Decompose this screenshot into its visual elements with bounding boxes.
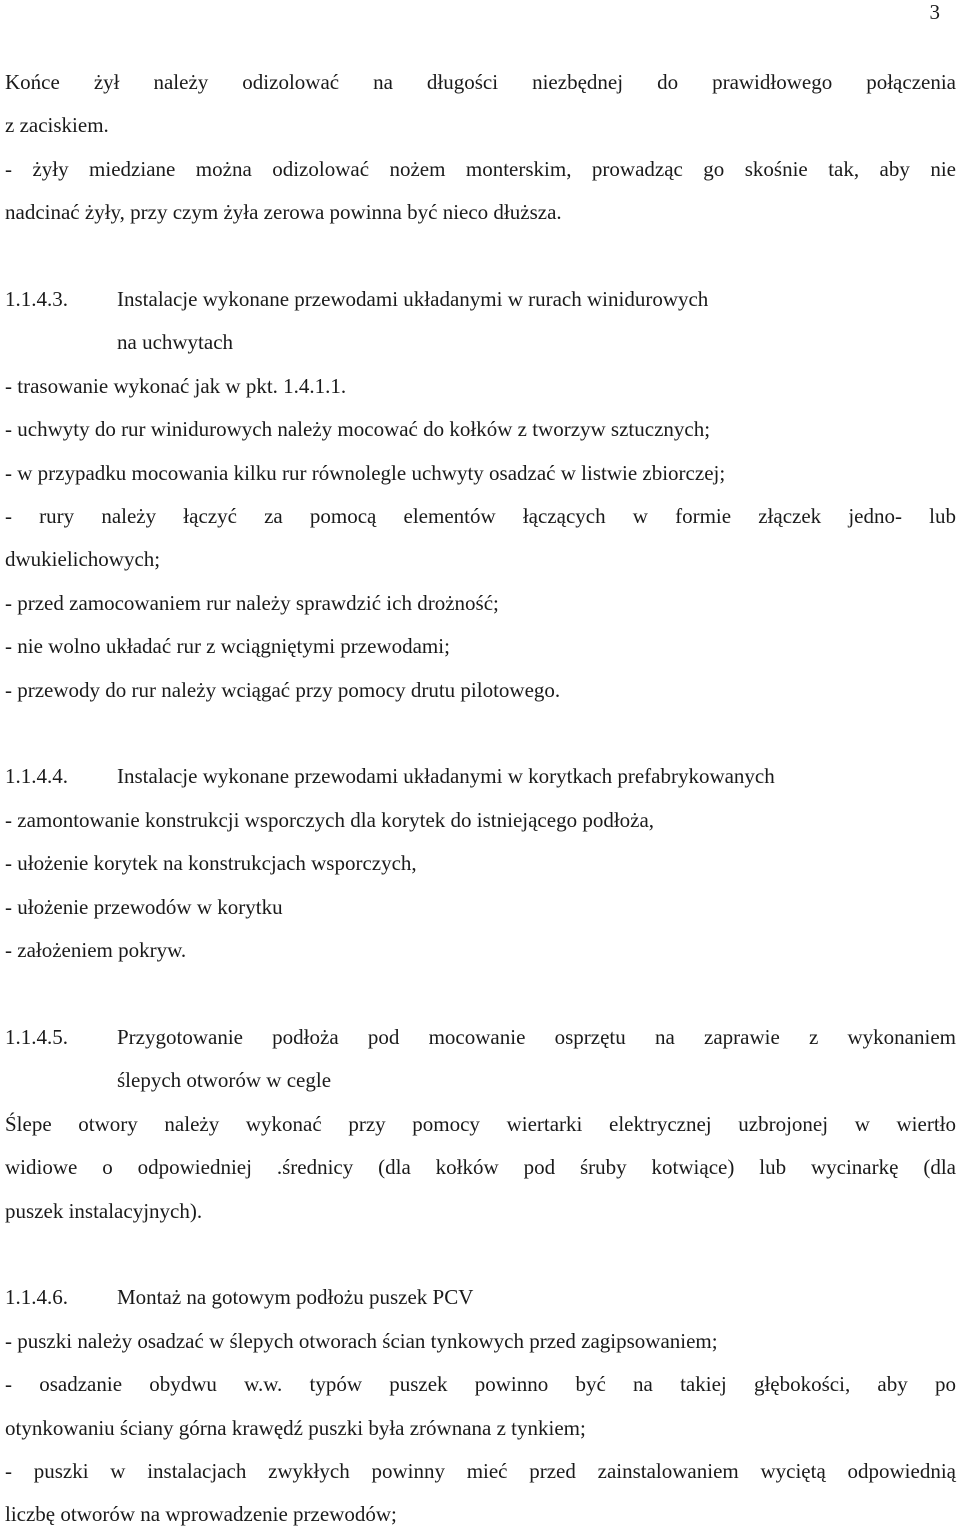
paragraph-line: widiowe o odpowiedniej .średnicy (dla kołków pod śruby kotwiące) lub wycinarkę (dla [5,1155,956,1180]
section-number: 1.1.4.5. [5,1024,68,1049]
section-heading-1-1-4-4 [5,755,956,798]
section-heading-1-1-4-3 [5,278,956,321]
section-title: Instalacje wykonane przewodami układanymi w rurach winidurowych [117,287,709,312]
spacer [5,712,956,755]
list-item: liczbę otworów na wprowadzenie przewodów; [5,1502,397,1527]
list-item: - puszki należy osadzać w ślepych otworach ścian tynkowych przed zagipsowaniem; [5,1328,718,1353]
spacer [5,973,956,1016]
list-item: - przed zamocowaniem rur należy sprawdzić ich drożność; [5,590,499,615]
page-number: 3 [929,0,940,24]
list-item: otynkowaniu ściany górna krawędź puszki była zrównana z tynkiem; [5,1415,586,1440]
section-title: Instalacje wykonane przewodami układanymi w korytkach prefabrykowanych [117,764,775,789]
list-item: - puszki w instalacjach zwykłych powinny mieć przed zainstalowaniem wyciętą odpowiednią [5,1458,956,1483]
list-item: - ułożenie korytek na konstrukcjach wsporczych, [5,851,417,876]
paragraph-line: Ślepe otwory należy wykonać przy pomocy wiertarki elektrycznej uzbrojonej w wiertło [5,1111,956,1136]
section-number: 1.1.4.6. [5,1285,68,1310]
paragraph-line: - żyły miedziane można odizolować nożem monterskim, prowadząc go skośnie tak, aby nie [5,156,956,181]
section-heading-continued [5,321,956,364]
list-item: - zamontowanie konstrukcji wsporczych dla korytek do istniejącego podłoża, [5,807,655,832]
paragraph-line: Końce żył należy odizolować na długości niezbędnej do prawidłowego połączenia [5,70,956,94]
paragraph-line: z zaciskiem. [5,113,109,138]
section-number: 1.1.4.4. [5,764,68,789]
section-title: Montaż na gotowym podłożu puszek PCV [117,1285,474,1310]
list-item: - osadzanie obydwu w.w. typów puszek powinno być na takiej głębokości, aby po [5,1372,956,1397]
section-title-continued: ślepych otworów w cegle [117,1068,332,1093]
section-heading-1-1-4-5 [5,1016,956,1059]
section-title: Przygotowanie podłoża pod mocowanie osprzętu na zaprawie z wykonaniem [117,1024,956,1049]
list-item: - rury należy łączyć za pomocą elementów łączących w formie złączek jedno- lub [5,504,956,529]
list-item: - uchwyty do rur winidurowych należy mocować do kołków z tworzyw sztucznych; [5,417,711,442]
list-item: - przewody do rur należy wciągać przy pomocy drutu pilotowego. [5,677,561,702]
paragraph-line: puszek instalacyjnych). [5,1198,203,1223]
section-heading-1-1-4-6 [5,1276,956,1319]
document-body [5,61,956,1537]
spacer [5,1233,956,1276]
list-item: - założeniem pokryw. [5,938,187,963]
spacer [5,235,956,278]
list-item: - trasowanie wykonać jak w pkt. 1.4.1.1. [5,373,347,398]
list-item: - nie wolno układać rur z wciągniętymi przewodami; [5,634,450,659]
list-item: - ułożenie przewodów w korytku [5,894,283,919]
section-number: 1.1.4.3. [5,287,68,312]
list-item: dwukielichowych; [5,547,161,572]
list-item: - w przypadku mocowania kilku rur równolegle uchwyty osadzać w listwie zbiorczej; [5,460,726,485]
section-title-continued: na uchwytach [117,330,234,355]
paragraph-line: nadcinać żyły, przy czym żyła zerowa powinna być nieco dłuższa. [5,200,562,225]
section-heading-continued [5,1059,956,1102]
